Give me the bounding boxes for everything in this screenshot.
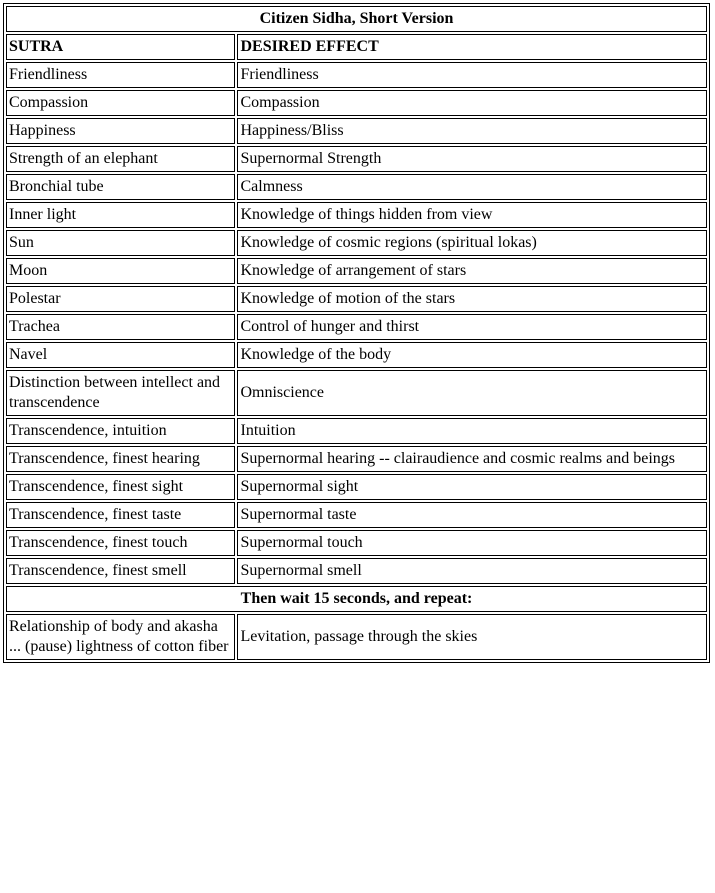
- effect-cell: Knowledge of arrangement of stars: [237, 258, 707, 284]
- table-row: [6, 258, 707, 284]
- effect-cell: Supernormal hearing -- clairaudience and cosmic realms and beings: [237, 446, 707, 472]
- sutra-cell: Transcendence, finest smell: [6, 558, 235, 584]
- sutra-cell: Navel: [6, 342, 235, 368]
- sutra-cell: Transcendence, finest taste: [6, 502, 235, 528]
- separator-row: [6, 586, 707, 612]
- table-row: [6, 202, 707, 228]
- table-row: [6, 474, 707, 500]
- effect-cell: Knowledge of cosmic regions (spiritual lokas): [237, 230, 707, 256]
- table-row: [6, 146, 707, 172]
- sutra-cell: Transcendence, intuition: [6, 418, 235, 444]
- effect-cell: Calmness: [237, 174, 707, 200]
- table-row: [6, 614, 707, 660]
- effect-cell: Supernormal smell: [237, 558, 707, 584]
- sutra-cell: Friendliness: [6, 62, 235, 88]
- effect-cell: Supernormal Strength: [237, 146, 707, 172]
- effect-cell: Intuition: [237, 418, 707, 444]
- title-row: [6, 6, 707, 32]
- table-row: [6, 230, 707, 256]
- effect-cell: Knowledge of things hidden from view: [237, 202, 707, 228]
- sutra-cell: Strength of an elephant: [6, 146, 235, 172]
- column-header-sutra: SUTRA: [6, 34, 235, 60]
- table-row: [6, 342, 707, 368]
- effect-cell: Levitation, passage through the skies: [237, 614, 707, 660]
- effect-cell: Omniscience: [237, 370, 707, 416]
- table-row: [6, 174, 707, 200]
- sutra-cell: Transcendence, finest hearing: [6, 446, 235, 472]
- table-row: [6, 62, 707, 88]
- sutra-cell: Happiness: [6, 118, 235, 144]
- effect-cell: Knowledge of the body: [237, 342, 707, 368]
- effect-cell: Friendliness: [237, 62, 707, 88]
- table-row: [6, 418, 707, 444]
- sutra-cell: Transcendence, finest sight: [6, 474, 235, 500]
- table-row: [6, 558, 707, 584]
- sutra-cell: Trachea: [6, 314, 235, 340]
- effect-cell: Happiness/Bliss: [237, 118, 707, 144]
- effect-cell: Control of hunger and thirst: [237, 314, 707, 340]
- table-row: [6, 90, 707, 116]
- table-body-levitation: [6, 614, 707, 660]
- effect-cell: Compassion: [237, 90, 707, 116]
- effect-cell: Supernormal touch: [237, 530, 707, 556]
- sutra-cell: Inner light: [6, 202, 235, 228]
- sutra-cell: Bronchial tube: [6, 174, 235, 200]
- table-row: [6, 314, 707, 340]
- sutra-cell: Distinction between intellect and transcendence: [6, 370, 235, 416]
- sutra-cell: Polestar: [6, 286, 235, 312]
- table-row: [6, 286, 707, 312]
- table-row: [6, 118, 707, 144]
- table-title: Citizen Sidha, Short Version: [6, 6, 707, 32]
- header-row: [6, 34, 707, 60]
- column-header-desired-effect: DESIRED EFFECT: [237, 34, 707, 60]
- effect-cell: Supernormal taste: [237, 502, 707, 528]
- table-row: [6, 370, 707, 416]
- effect-cell: Knowledge of motion of the stars: [237, 286, 707, 312]
- sutra-cell: Sun: [6, 230, 235, 256]
- table-row: [6, 502, 707, 528]
- sutra-cell: Transcendence, finest touch: [6, 530, 235, 556]
- repeat-instruction: Then wait 15 seconds, and repeat:: [6, 586, 707, 612]
- sutra-cell: Relationship of body and akasha ... (pause) lightness of cotton fiber: [6, 614, 235, 660]
- effect-cell: Supernormal sight: [237, 474, 707, 500]
- sidha-table: [3, 3, 710, 663]
- table-row: [6, 446, 707, 472]
- sutra-cell: Moon: [6, 258, 235, 284]
- sutra-cell: Compassion: [6, 90, 235, 116]
- table-row: [6, 530, 707, 556]
- table-body-main: [6, 62, 707, 584]
